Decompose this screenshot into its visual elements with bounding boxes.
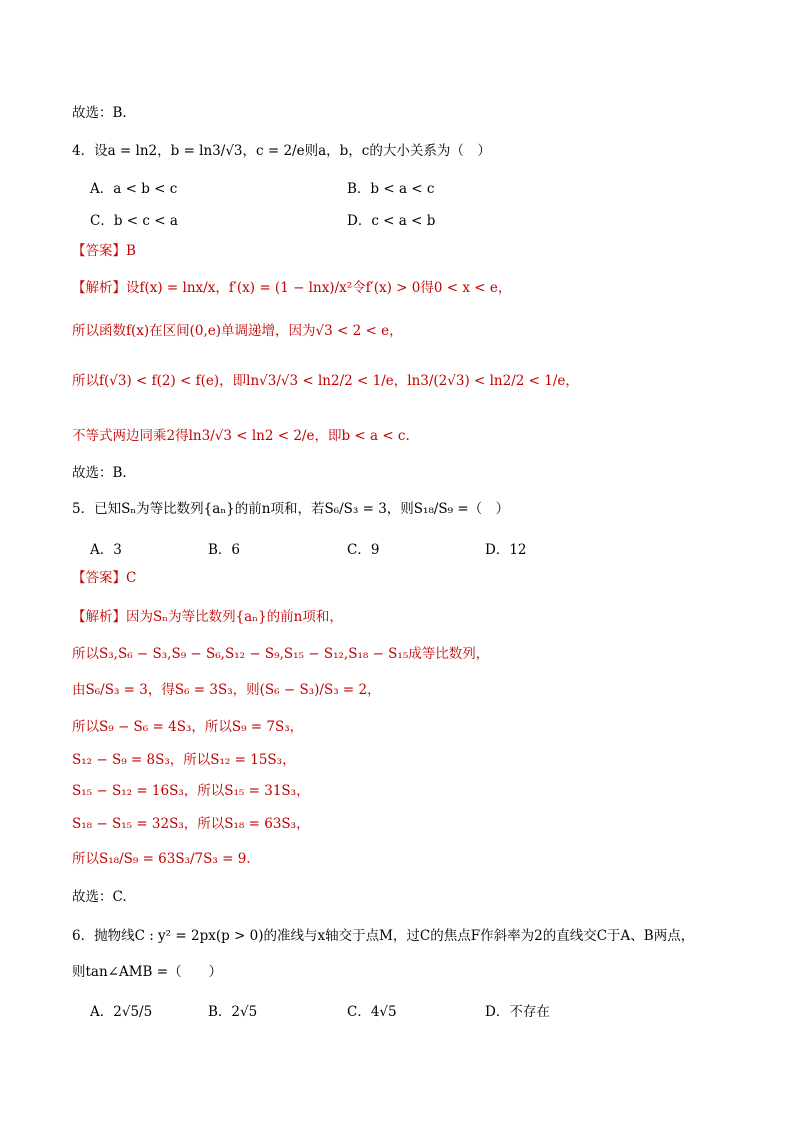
q6-option-a: A．2√5/5 (90, 1004, 153, 1020)
q4-explanation-line-3: 所以f(√3) < f(2) < f(e)，即ln√3/√3 < ln2/2 < 1/e，ln3/(2√3) < ln2/2 < 1/e， (72, 373, 579, 389)
q5-explanation-line-3: 由S₆/S₃ = 3，得S₆ = 3S₃，则(S₆ − S₃)/S₃ = 2， (72, 682, 381, 698)
q5-option-c: C．9 (347, 542, 380, 558)
q5-explanation-line-8: 所以S₁₈/S₉ = 63S₃/7S₃ = 9. (72, 851, 251, 867)
explanation-text: 因为Sₙ为等比数列{aₙ}的前n项和， (126, 609, 343, 625)
q5-explanation-line-4: 所以S₉ − S₆ = 4S₃，所以S₉ = 7S₃， (72, 719, 304, 735)
q5-conclusion: 故选：C. (72, 889, 127, 905)
explanation-text: 设f(x) = lnx/x，f′(x) = (1 − lnx)/x²令f′(x) > 0得0 < x < e， (126, 280, 512, 296)
explanation-tag: 【解析】 (72, 280, 126, 296)
q4-conclusion: 故选：B. (72, 465, 127, 481)
q4-option-b: B．b < a < c (347, 181, 435, 197)
question-5-stem: 5．已知Sₙ为等比数列{aₙ}的前n项和，若S₆/S₃ = 3，则S₁₈/S₉ =（ ） (72, 501, 510, 517)
q3-conclusion: 故选：B. (72, 105, 127, 121)
q4-explanation-line-2: 所以函数f(x)在区间(0,e)单调递增，因为√3 < 2 < e， (72, 323, 403, 339)
q5-explanation-line-7: S₁₈ − S₁₅ = 32S₃，所以S₁₈ = 63S₃， (72, 816, 310, 832)
q5-option-b: B．6 (208, 542, 241, 558)
question-6-stem-line-1: 6．抛物线C : y² = 2px(p > 0)的准线与x轴交于点M，过C的焦点F作斜率为2的直线交C于A、B两点， (72, 928, 695, 944)
q4-option-d: D．c < a < b (347, 213, 436, 229)
q4-option-a: A．a < b < c (90, 181, 178, 197)
q4-answer (72, 242, 136, 260)
q6-option-c: C．4√5 (347, 1004, 397, 1020)
answer-tag: 【答案】 (72, 570, 126, 586)
q5-explanation-line-5: S₁₂ − S₉ = 8S₃，所以S₁₂ = 15S₃， (72, 752, 296, 768)
q5-explanation-line-1 (72, 608, 343, 626)
q6-option-d: D．不存在 (485, 1004, 550, 1020)
explanation-tag: 【解析】 (72, 609, 126, 625)
q4-option-c: C．b < c < a (90, 213, 178, 229)
answer-tag: 【答案】 (72, 243, 126, 259)
q6-option-b: B．2√5 (208, 1004, 258, 1020)
q5-explanation-line-6: S₁₅ − S₁₂ = 16S₃，所以S₁₅ = 31S₃， (72, 783, 310, 799)
q5-option-d: D．12 (485, 542, 527, 558)
q5-answer (72, 569, 136, 587)
answer-value: C (126, 570, 137, 586)
q5-option-a: A．3 (90, 542, 122, 558)
answer-value: B (126, 243, 136, 259)
q4-explanation-line-4: 不等式两边同乘2得ln3/√3 < ln2 < 2/e，即b < a < c. (72, 428, 410, 444)
q5-explanation-line-2: 所以S₃,S₆ − S₃,S₉ − S₆,S₁₂ − S₉,S₁₅ − S₁₂,S₁₈ − S₁₅成等比数列， (72, 646, 490, 662)
question-6-stem-line-2: 则tan∠AMB =（ ） (72, 964, 223, 980)
q4-explanation-line-1 (72, 279, 511, 297)
question-4-stem: 4．设a = ln2，b = ln3/√3，c = 2/e则a，b，c的大小关系为（ ） (72, 143, 491, 159)
